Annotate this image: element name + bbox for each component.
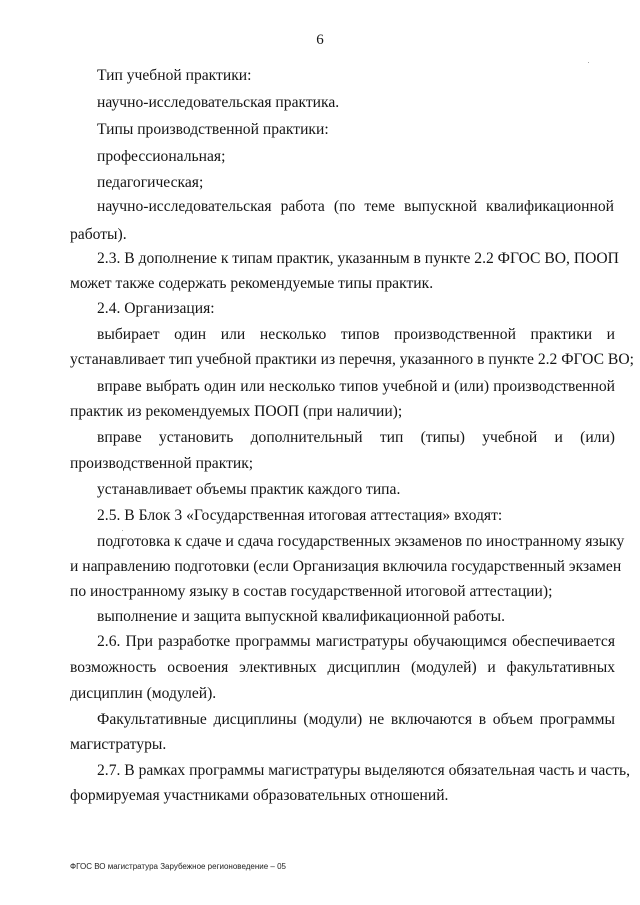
text-line: Факультативные дисциплины (модули) не включаются в объем программы xyxy=(97,711,615,728)
text-line: работы). xyxy=(70,226,127,243)
text-line: магистратуры. xyxy=(70,736,167,753)
text-line: 2.4. Организация: xyxy=(97,300,215,317)
text-line: 2.3. В дополнение к типам практик, указанным в пункте 2.2 ФГОС ВО, ПООП xyxy=(97,250,619,267)
text-line: устанавливает тип учебной практики из перечня, указанного в пункте 2.2 ФГОС ВО; xyxy=(70,351,634,368)
text-line: подготовка к сдаче и сдача государственных экзаменов по иностранному языку xyxy=(97,533,625,550)
text-line: Типы производственной практики: xyxy=(97,121,329,138)
text-line: 2.6. При разработке программы магистратуры обучающимся обеспечивается xyxy=(97,633,615,650)
text-line: дисциплин (модулей). xyxy=(70,685,217,702)
text-line: научно-исследовательская практика. xyxy=(97,94,340,111)
text-line: практик из рекомендуемых ПООП (при наличии); xyxy=(70,403,403,420)
text-line: педагогическая; xyxy=(97,174,204,191)
text-line: выбирает один или несколько типов производственной практики и xyxy=(97,326,615,343)
text-line: возможность освоения элективных дисциплин (модулей) и факультативных xyxy=(70,659,615,676)
text-line: и направлению подготовки (если Организация включила государственный экзамен xyxy=(70,558,622,575)
text-line: вправе установить дополнительный тип (типы) учебной и (или) xyxy=(97,429,615,446)
text-line: производственной практик; xyxy=(70,455,254,472)
text-line: формируемая участниками образовательных отношений. xyxy=(70,787,449,804)
text-line: выполнение и защита выпускной квалификационной работы. xyxy=(97,608,505,625)
page-number: 6 xyxy=(316,32,324,48)
scan-speck xyxy=(122,530,123,531)
text-line: может также содержать рекомендуемые типы практик. xyxy=(70,275,434,292)
text-line: 2.7. В рамках программы магистратуры выделяются обязательная часть и часть, xyxy=(97,762,631,779)
text-line: по иностранному языку в состав государственной итоговой аттестации); xyxy=(70,583,553,600)
scan-speck xyxy=(588,62,589,63)
text-line: профессиональная; xyxy=(97,148,226,165)
text-line: 2.5. В Блок 3 «Государственная итоговая аттестация» входят: xyxy=(97,507,503,524)
text-line: научно-исследовательская работа (по теме выпускной квалификационной xyxy=(97,198,614,215)
text-line: устанавливает объемы практик каждого типа. xyxy=(97,481,401,498)
text-line: Тип учебной практики: xyxy=(97,67,252,84)
text-line: вправе выбрать один или несколько типов учебной и (или) производственной xyxy=(97,378,615,395)
page-footer: ФГОС ВО магистратура Зарубежное регионоведение – 05 xyxy=(70,862,286,871)
